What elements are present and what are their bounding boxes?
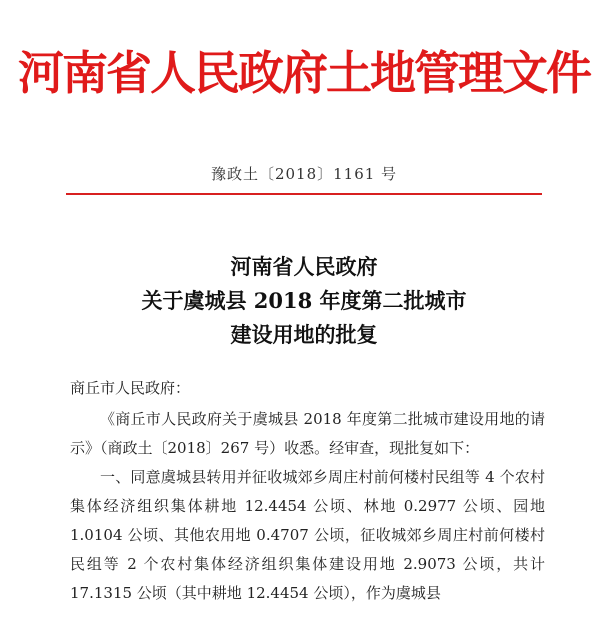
title-line-2: 关于虞城县 2018 年度第二批城市 [141,288,467,313]
document-body [70,374,545,608]
issuer-header-title: 河南省人民政府土地管理文件 [18,46,590,100]
paragraph-request-reference: 《商丘市人民政府关于虞城县 2018 年度第二批城市建设用地的请示》（商政土〔2018〕267 号）收悉。经审查，现批复如下： [70,410,545,457]
title-line-3: 建设用地的批复 [230,322,378,347]
document-title [0,250,608,352]
paragraph-approval-item-1: 一、同意虞城县转用并征收城郊乡周庄村前何楼村民组等 4 个农村集体经济组织集体耕地 12.4454 公顷、林地 0.2977 公顷、园地 1.0104 公顷、其他农用地 0.4707 公顷，征收城郊乡周庄村前何楼村民组等 2 个农村集体经济组织集体建设用地 2.9073 公顷，共计 17.1315 公顷（其中耕地 12.4454 公顷），作为虞城县 [70,468,545,602]
title-line-1: 河南省人民政府 [230,254,378,279]
red-divider-line [66,193,542,195]
document-number: 豫政土〔2018〕1161 号 [210,165,398,183]
salutation: 商丘市人民政府： [70,379,191,397]
